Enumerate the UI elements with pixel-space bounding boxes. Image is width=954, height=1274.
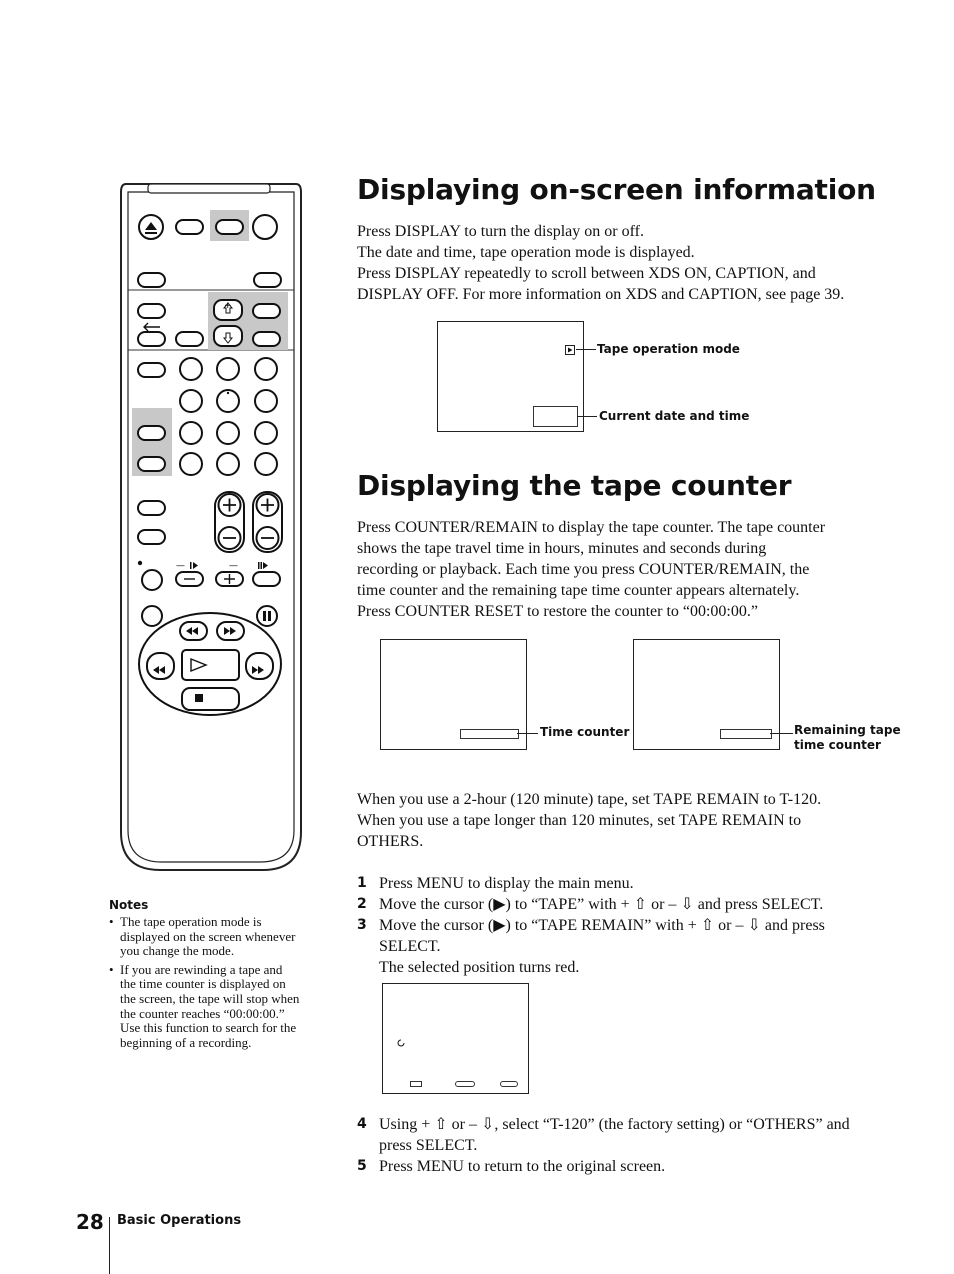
callout-remaining-tape bbox=[794, 723, 901, 753]
note-line: the screen, the tape will stop when bbox=[120, 990, 300, 1006]
paragraph-line: DISPLAY OFF. For more information on XDS and CAPTION, see page 39. bbox=[357, 286, 845, 303]
step-text: SELECT. bbox=[379, 938, 441, 955]
step-text: Move the cursor (▶) to “TAPE REMAIN” with + ⇧ or – ⇩ and press bbox=[379, 917, 825, 934]
paragraph-line: Press DISPLAY repeatedly to scroll between XDS ON, CAPTION, and bbox=[357, 265, 816, 282]
paragraph-line: time counter and the remaining tape time counter appears alternately. bbox=[357, 582, 800, 599]
svg-text:—: — bbox=[229, 561, 238, 571]
paragraph-line: OTHERS. bbox=[357, 833, 424, 850]
step-item bbox=[357, 1156, 927, 1177]
menu-item-option bbox=[500, 1081, 518, 1087]
step-item bbox=[357, 894, 927, 915]
step-text: Press MENU to display the main menu. bbox=[379, 875, 634, 892]
svg-text:+: + bbox=[224, 301, 232, 311]
step-text: Using + ⇧ or – ⇩, select “T-120” (the factory setting) or “OTHERS” and bbox=[379, 1116, 850, 1133]
tv-screen-menu bbox=[382, 983, 529, 1094]
step-number: 5 bbox=[357, 1158, 367, 1174]
menu-item-option bbox=[455, 1081, 475, 1087]
note-line: the time counter is displayed on bbox=[120, 976, 286, 992]
menu-item-selected bbox=[410, 1081, 422, 1087]
callout-leader bbox=[576, 349, 596, 350]
note-line: beginning of a recording. bbox=[120, 1034, 252, 1050]
heading-onscreen-info: Displaying on-screen information bbox=[357, 173, 876, 206]
steps-list bbox=[357, 873, 927, 978]
step-number: 1 bbox=[357, 875, 367, 891]
tv-screen-time-counter bbox=[380, 639, 527, 750]
steps-list-continued bbox=[357, 1114, 927, 1177]
paragraph-line: The date and time, tape operation mode is displayed. bbox=[357, 244, 695, 261]
note-line: displayed on the screen whenever bbox=[120, 928, 296, 944]
callout-tape-operation-mode: Tape operation mode bbox=[597, 342, 740, 356]
paragraph-line: Press COUNTER/REMAIN to display the tape counter. The tape counter bbox=[357, 519, 826, 536]
step-item bbox=[357, 873, 927, 894]
note-line: the counter reaches “00:00:00.” bbox=[120, 1005, 285, 1021]
tape-mode-indicator bbox=[565, 345, 575, 355]
notes-list bbox=[109, 915, 324, 1054]
notes-title: Notes bbox=[109, 898, 149, 912]
note-line: Use this function to search for the bbox=[120, 1020, 297, 1036]
note-item bbox=[109, 963, 324, 1051]
step-item bbox=[357, 1114, 927, 1156]
onscreen-info-paragraph bbox=[357, 221, 917, 305]
callout-leader bbox=[517, 733, 538, 734]
step-number: 4 bbox=[357, 1116, 367, 1132]
step-text: The selected position turns red. bbox=[379, 959, 580, 976]
note-line: you change the mode. bbox=[120, 943, 235, 959]
step-text: press SELECT. bbox=[379, 1137, 478, 1154]
paragraph-line: Press COUNTER RESET to restore the counter to “00:00:00.” bbox=[357, 603, 758, 620]
paragraph-line: When you use a tape longer than 120 minutes, set TAPE REMAIN to bbox=[357, 812, 802, 829]
footer-section-title: Basic Operations bbox=[117, 1213, 242, 1228]
paragraph-line: Press DISPLAY to turn the display on or off. bbox=[357, 223, 644, 240]
note-line: • The tape operation mode is bbox=[120, 914, 262, 929]
callout-current-date-time: Current date and time bbox=[599, 409, 750, 423]
callout-line: time counter bbox=[794, 738, 881, 752]
tape-counter-paragraph bbox=[357, 517, 917, 622]
remote-control-illustration bbox=[118, 180, 304, 872]
tape-remain-paragraph bbox=[357, 789, 917, 852]
step-item bbox=[357, 915, 927, 978]
svg-text:—: — bbox=[176, 561, 185, 571]
play-icon bbox=[566, 346, 574, 354]
step-text: Press MENU to return to the original screen. bbox=[379, 1158, 666, 1175]
paragraph-line: When you use a 2-hour (120 minute) tape, set TAPE REMAIN to T-120. bbox=[357, 791, 822, 808]
page-number: 28 bbox=[76, 1210, 104, 1234]
paragraph-line: shows the tape travel time in hours, minutes and seconds during bbox=[357, 540, 767, 557]
step-text: Move the cursor (▶) to “TAPE” with + ⇧ or – ⇩ and press SELECT. bbox=[379, 896, 824, 913]
cursor-icon bbox=[397, 1039, 405, 1047]
time-counter-box bbox=[460, 729, 519, 739]
callout-time-counter: Time counter bbox=[540, 725, 630, 739]
step-number: 2 bbox=[357, 896, 367, 912]
remaining-counter-box bbox=[720, 729, 772, 739]
note-line: • If you are rewinding a tape and bbox=[120, 961, 283, 977]
date-time-box bbox=[533, 406, 578, 427]
footer-divider bbox=[109, 1217, 110, 1274]
tv-screen-display bbox=[437, 321, 584, 432]
note-item bbox=[109, 915, 324, 959]
heading-tape-counter: Displaying the tape counter bbox=[357, 469, 792, 502]
callout-leader bbox=[770, 733, 793, 734]
callout-leader bbox=[577, 416, 597, 417]
paragraph-line: recording or playback. Each time you press COUNTER/REMAIN, the bbox=[357, 561, 810, 578]
step-number: 3 bbox=[357, 917, 367, 933]
tv-screen-remaining-counter bbox=[633, 639, 780, 750]
callout-line: Remaining tape bbox=[794, 723, 901, 737]
